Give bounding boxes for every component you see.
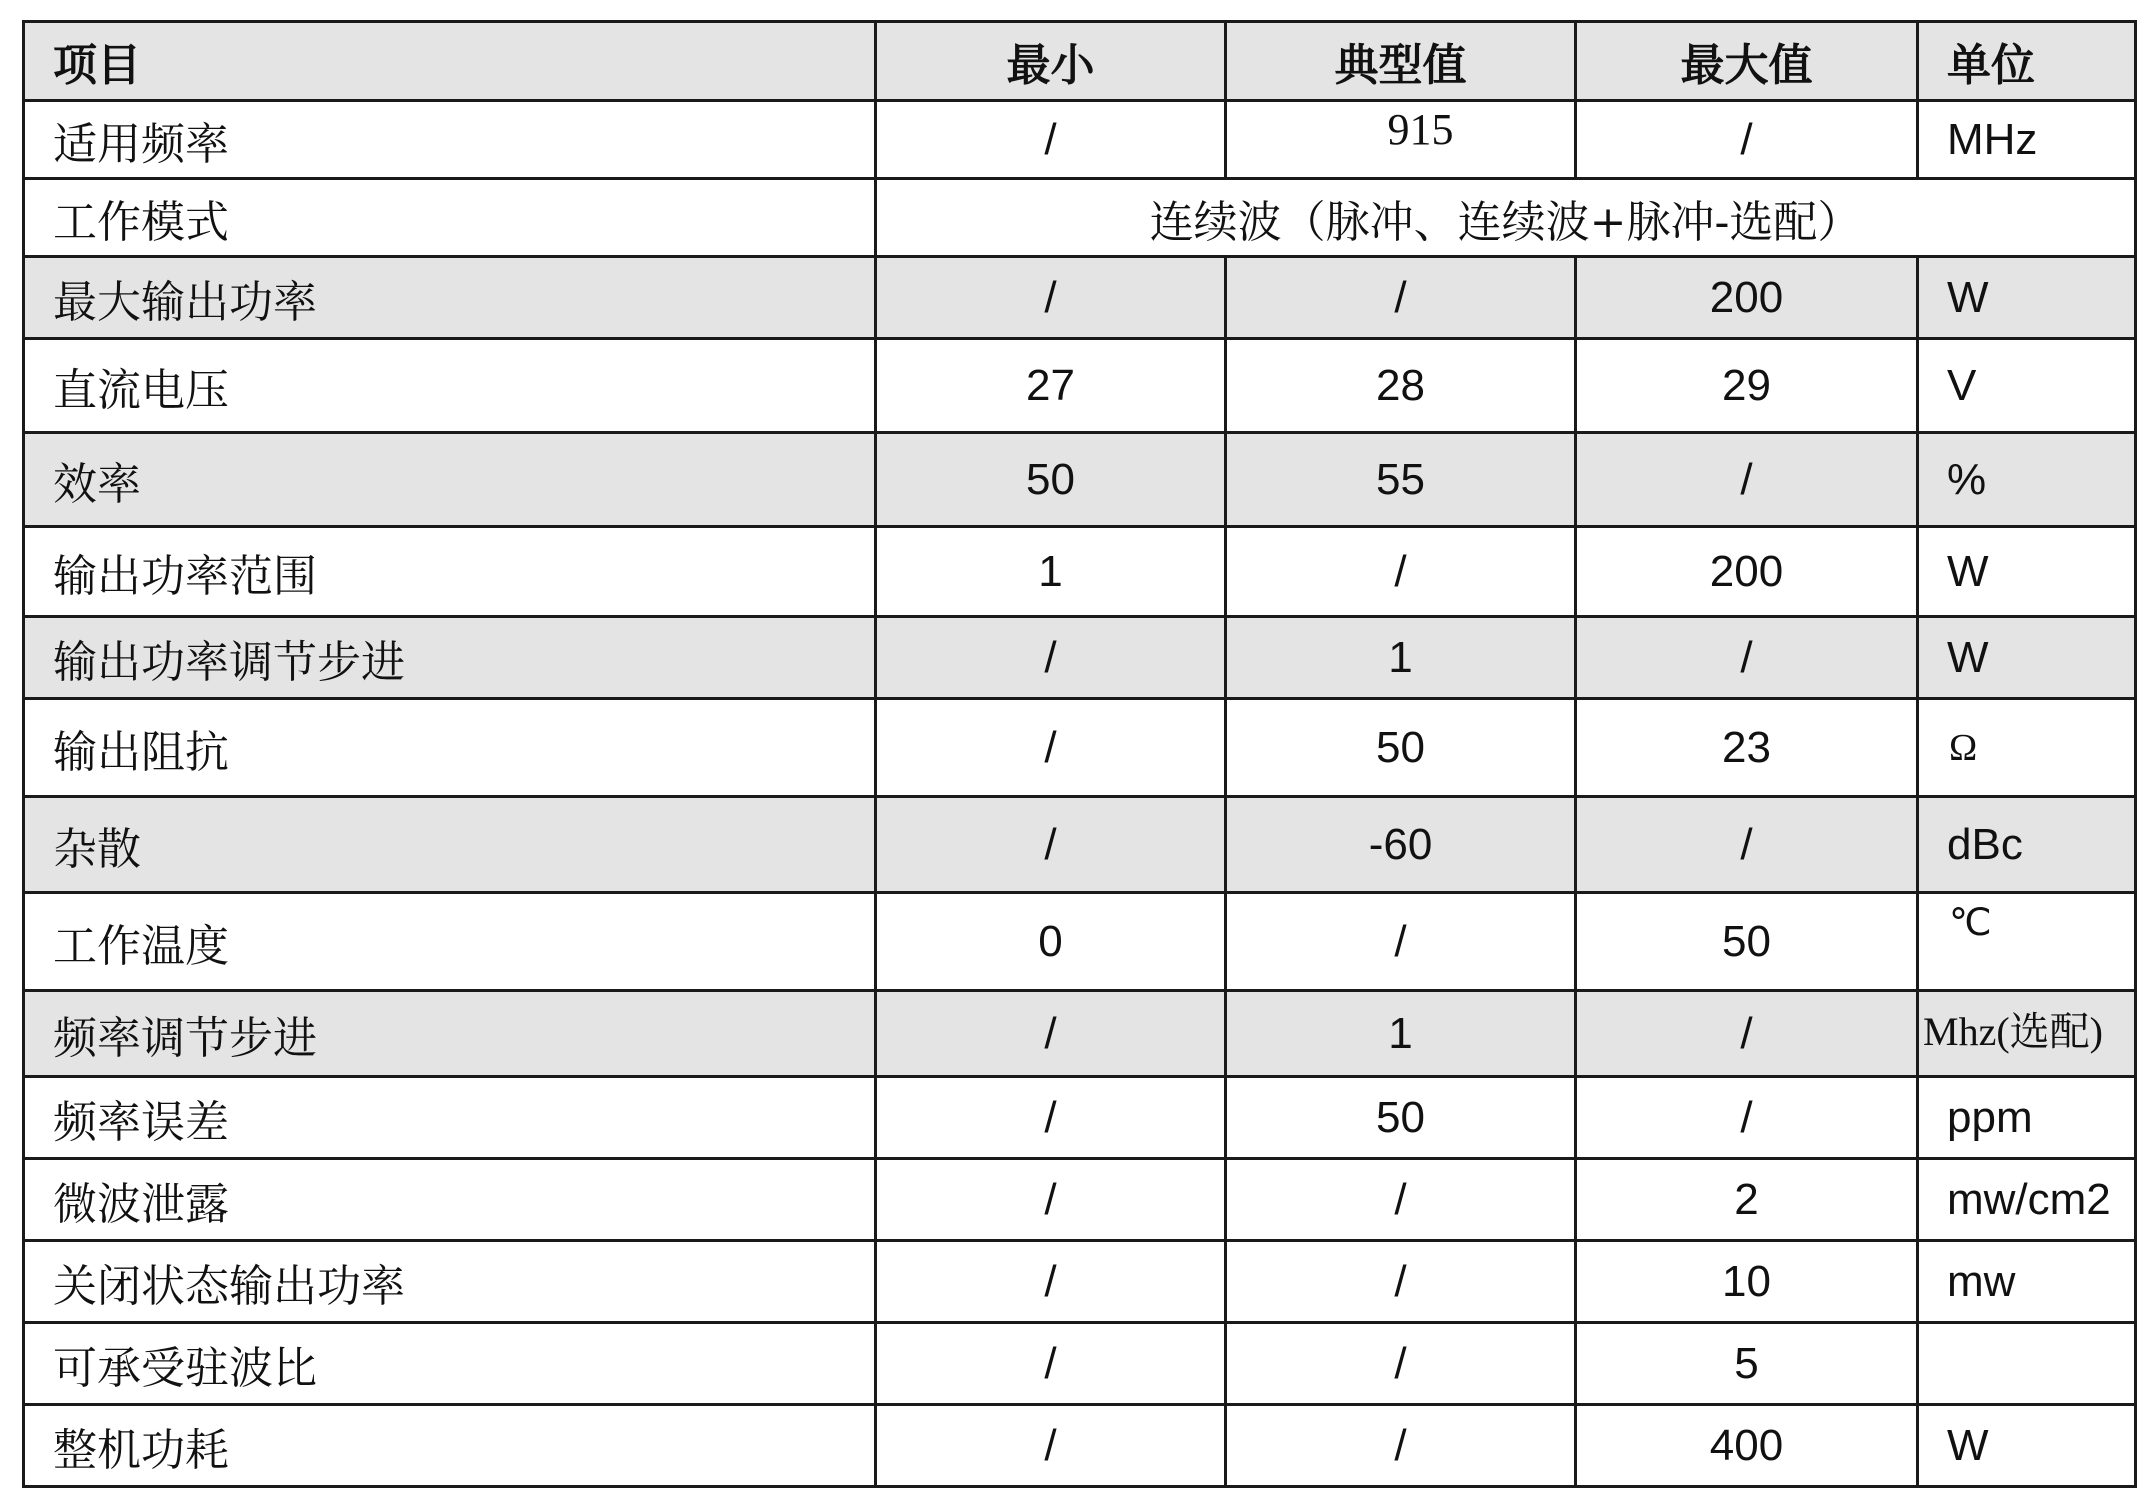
header-unit: 单位 xyxy=(1918,22,2136,101)
cell-min: 0 xyxy=(876,893,1226,991)
cell-unit: % xyxy=(1918,433,2136,527)
cell-item: 输出功率调节步进 xyxy=(24,617,876,699)
cell-typical: 1 xyxy=(1226,617,1576,699)
cell-item: 微波泄露 xyxy=(24,1159,876,1241)
cell-min: / xyxy=(876,991,1226,1077)
cell-max: 50 xyxy=(1576,893,1918,991)
table-row xyxy=(24,527,2136,617)
cell-typical: / xyxy=(1226,1405,1576,1487)
table-row xyxy=(24,1241,2136,1323)
cell-item: 频率误差 xyxy=(24,1077,876,1159)
cell-unit: W xyxy=(1918,617,2136,699)
cell-item: 输出功率范围 xyxy=(24,527,876,617)
cell-min: / xyxy=(876,1077,1226,1159)
cell-max: 400 xyxy=(1576,1405,1918,1487)
cell-typical: 28 xyxy=(1226,339,1576,433)
table-row xyxy=(24,433,2136,527)
cell-min: / xyxy=(876,1405,1226,1487)
cell-max: 2 xyxy=(1576,1159,1918,1241)
spec-table-body xyxy=(24,101,2136,1487)
cell-typical: 50 xyxy=(1226,699,1576,797)
cell-max: / xyxy=(1576,433,1918,527)
cell-typical: / xyxy=(1226,1323,1576,1405)
cell-unit: dBc xyxy=(1918,797,2136,893)
cell-unit: MHz xyxy=(1918,101,2136,179)
table-row xyxy=(24,257,2136,339)
table-row xyxy=(24,179,2136,257)
cell-max: / xyxy=(1576,797,1918,893)
header-max: 最大值 xyxy=(1576,22,1918,101)
cell-unit: W xyxy=(1918,1405,2136,1487)
table-row xyxy=(24,101,2136,179)
cell-min: / xyxy=(876,699,1226,797)
cell-typical: -60 xyxy=(1226,797,1576,893)
table-row xyxy=(24,1405,2136,1487)
table-row xyxy=(24,1323,2136,1405)
cell-item: 频率调节步进 xyxy=(24,991,876,1077)
cell-unit: Ω xyxy=(1918,699,2136,797)
cell-unit: mw xyxy=(1918,1241,2136,1323)
cell-max: 29 xyxy=(1576,339,1918,433)
cell-min: / xyxy=(876,617,1226,699)
cell-item: 工作模式 xyxy=(24,179,876,257)
header-row xyxy=(24,22,2136,101)
cell-item: 关闭状态输出功率 xyxy=(24,1241,876,1323)
cell-unit: ℃ xyxy=(1918,893,2136,991)
cell-max: 200 xyxy=(1576,257,1918,339)
cell-typical: 55 xyxy=(1226,433,1576,527)
cell-item: 直流电压 xyxy=(24,339,876,433)
cell-typical: 50 xyxy=(1226,1077,1576,1159)
cell-min: 50 xyxy=(876,433,1226,527)
cell-max: / xyxy=(1576,1077,1918,1159)
cell-item: 最大输出功率 xyxy=(24,257,876,339)
table-row xyxy=(24,991,2136,1077)
table-row xyxy=(24,339,2136,433)
cell-typical: 1 xyxy=(1226,991,1576,1077)
cell-typical: / xyxy=(1226,893,1576,991)
cell-min: / xyxy=(876,797,1226,893)
cell-unit: ppm xyxy=(1918,1077,2136,1159)
cell-typical: 915 xyxy=(1226,101,1576,179)
cell-unit: Mhz(选配) xyxy=(1918,991,2136,1077)
cell-min: / xyxy=(876,1159,1226,1241)
table-row xyxy=(24,893,2136,991)
header-item: 项目 xyxy=(24,22,876,101)
cell-min: / xyxy=(876,257,1226,339)
cell-max: / xyxy=(1576,101,1918,179)
cell-item: 可承受驻波比 xyxy=(24,1323,876,1405)
cell-unit: W xyxy=(1918,527,2136,617)
cell-max: 5 xyxy=(1576,1323,1918,1405)
cell-max: 200 xyxy=(1576,527,1918,617)
header-typical: 典型值 xyxy=(1226,22,1576,101)
cell-min: / xyxy=(876,1323,1226,1405)
cell-item: 效率 xyxy=(24,433,876,527)
cell-unit xyxy=(1918,1323,2136,1405)
table-row xyxy=(24,699,2136,797)
table-row xyxy=(24,1077,2136,1159)
table-row xyxy=(24,1159,2136,1241)
cell-min: / xyxy=(876,101,1226,179)
cell-typical: / xyxy=(1226,527,1576,617)
cell-unit: mw/cm2 xyxy=(1918,1159,2136,1241)
cell-min: 27 xyxy=(876,339,1226,433)
cell-max: 23 xyxy=(1576,699,1918,797)
cell-item: 输出阻抗 xyxy=(24,699,876,797)
cell-item: 适用频率 xyxy=(24,101,876,179)
cell-min: / xyxy=(876,1241,1226,1323)
cell-typical: / xyxy=(1226,1159,1576,1241)
cell-max: / xyxy=(1576,617,1918,699)
cell-item: 工作温度 xyxy=(24,893,876,991)
cell-max: / xyxy=(1576,991,1918,1077)
cell-typical: / xyxy=(1226,1241,1576,1323)
header-min: 最小 xyxy=(876,22,1226,101)
cell-mode-span: 连续波（脉冲、连续波+脉冲-选配） xyxy=(876,179,2136,257)
cell-max: 10 xyxy=(1576,1241,1918,1323)
cell-min: 1 xyxy=(876,527,1226,617)
table-row xyxy=(24,797,2136,893)
spec-table xyxy=(22,20,2137,1488)
cell-unit: W xyxy=(1918,257,2136,339)
table-row xyxy=(24,617,2136,699)
cell-item: 杂散 xyxy=(24,797,876,893)
cell-unit: V xyxy=(1918,339,2136,433)
cell-typical: / xyxy=(1226,257,1576,339)
cell-item: 整机功耗 xyxy=(24,1405,876,1487)
